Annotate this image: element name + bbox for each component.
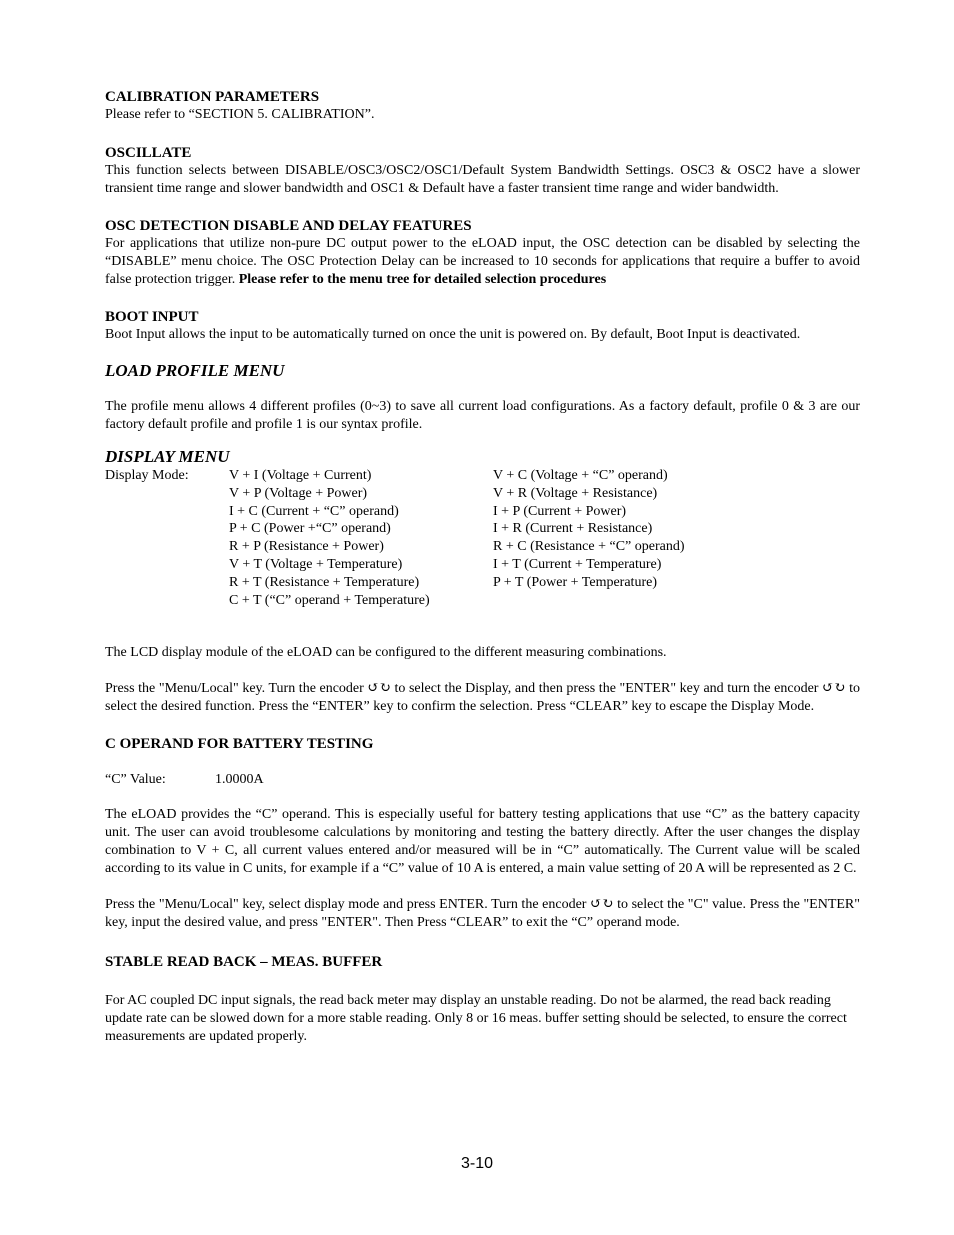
display-mode-option: P + T (Power + Temperature) [493, 574, 657, 590]
display-mode-label: Display Mode: [105, 468, 189, 483]
display-mode-option: V + R (Voltage + Resistance) [493, 485, 658, 501]
display-mode-col1 [229, 467, 493, 609]
display-mode-option: R + P (Resistance + Power) [229, 539, 384, 555]
oscillate-text: This function selects between DISABLE/OSC3/OSC2/OSC1/Default System Bandwidth Settings. OSC3 & OSC2 have a slower transient time range and slower bandwidth and OSC1 & Default have a faster transient time range and wider bandwidth. [105, 163, 860, 196]
c-operand-para1: The eLOAD provides the “C” operand. This is especially useful for battery testing applications that use “C” as the battery capacity unit. The user can avoid troublesome calculations by monitoring and testing the battery directly. After the user changes the display combination to V + C, all current values entered and/or measured will be in “C” automatically. The Current value will be scaled according to its value in C units, for example if a “C” value of 10 A is entered, a main value setting of 20 A will be represented as 2 C. [105, 807, 860, 877]
display-mode-option: I + T (Current + Temperature) [493, 556, 662, 572]
display-mode-option: V + I (Voltage + Current) [229, 468, 372, 483]
display-mode-option: V + C (Voltage + “C” operand) [493, 468, 668, 483]
osc-detection-bold-note: Please refer to the menu tree for detailed selection procedures [238, 272, 607, 287]
stable-read-heading: STABLE READ BACK – MEAS. BUFFER [105, 954, 383, 971]
stable-read-text: For AC coupled DC input signals, the read back meter may display an unstable reading. Do not be alarmed, the read back reading update rate can be slowed down for a more stable reading. Only 8 or 16 meas. buffer setting should be selected, to ensure the correct measurements are updated properly. [105, 993, 847, 1045]
osc-detection-body: For applications that utilize non-pure DC output power to the eLOAD input, the OSC detection can be disabled by selecting the “DISABLE” menu choice. The OSC Protection Delay can be increased to 10 seconds for applications that require a buffer to avoid false protection trigger. [105, 236, 860, 287]
c-value-label: “C” Value: [105, 772, 166, 788]
display-mode-option: I + R (Current + Resistance) [493, 521, 653, 537]
c-value-line [105, 771, 860, 789]
display-mode-option: V + P (Voltage + Power) [229, 485, 368, 501]
display-mode-col2 [493, 467, 763, 609]
c-operand-heading: C OPERAND FOR BATTERY TESTING [105, 736, 374, 753]
c-operand-para2: Press the "Menu/Local" key, select display mode and press ENTER. Turn the encoder ↺↻ to select the "C" value. Press the "ENTER" key, input the desired value, and press "ENTER". Then Press “CLEAR” to exit the “C” operand mode. [105, 897, 860, 931]
display-para2: Press the "Menu/Local" key. Turn the encoder ↺↻ to select the Display, and then press the "ENTER" key and turn the encoder ↺↻ to select the desired function. Press the “ENTER” key to confirm the selection. Press “CLEAR” key to escape the Display Mode. [105, 681, 860, 715]
display-mode-table [105, 467, 860, 609]
display-mode-option: R + C (Resistance + “C” operand) [493, 539, 685, 555]
calibration-text: Please refer to “SECTION 5. CALIBRATION”. [105, 107, 375, 122]
display-mode-option: P + C (Power +“C” operand) [229, 521, 391, 537]
calibration-heading: CALIBRATION PARAMETERS [105, 89, 320, 105]
display-mode-option: I + C (Current + “C” operand) [229, 503, 399, 519]
load-profile-heading: LOAD PROFILE MENU [105, 361, 285, 380]
osc-detection-text [105, 235, 860, 289]
oscillate-heading: OSCILLATE [105, 145, 192, 161]
osc-detection-heading: OSC DETECTION DISABLE AND DELAY FEATURES [105, 218, 472, 234]
display-mode-option: I + P (Current + Power) [493, 503, 627, 519]
display-para1: The LCD display module of the eLOAD can be configured to the different measuring combinations. [105, 645, 667, 661]
display-mode-option: C + T (“C” operand + Temperature) [229, 592, 430, 608]
load-profile-text: The profile menu allows 4 different profiles (0~3) to save all current load configurations. As a factory default, profile 0 & 3 are our factory default profile and profile 1 is our syntax profile. [105, 399, 860, 432]
display-mode-option: R + T (Resistance + Temperature) [229, 574, 420, 590]
display-mode-option: V + T (Voltage + Temperature) [229, 556, 403, 572]
page-number: 3-10 [460, 1155, 494, 1172]
boot-input-text: Boot Input allows the input to be automatically turned on once the unit is powered on. By default, Boot Input is deactivated. [105, 327, 801, 342]
boot-input-heading: BOOT INPUT [105, 309, 199, 325]
document-page [105, 88, 860, 1046]
display-menu-heading: DISPLAY MENU [105, 447, 230, 466]
c-value: 1.0000A [215, 772, 264, 788]
